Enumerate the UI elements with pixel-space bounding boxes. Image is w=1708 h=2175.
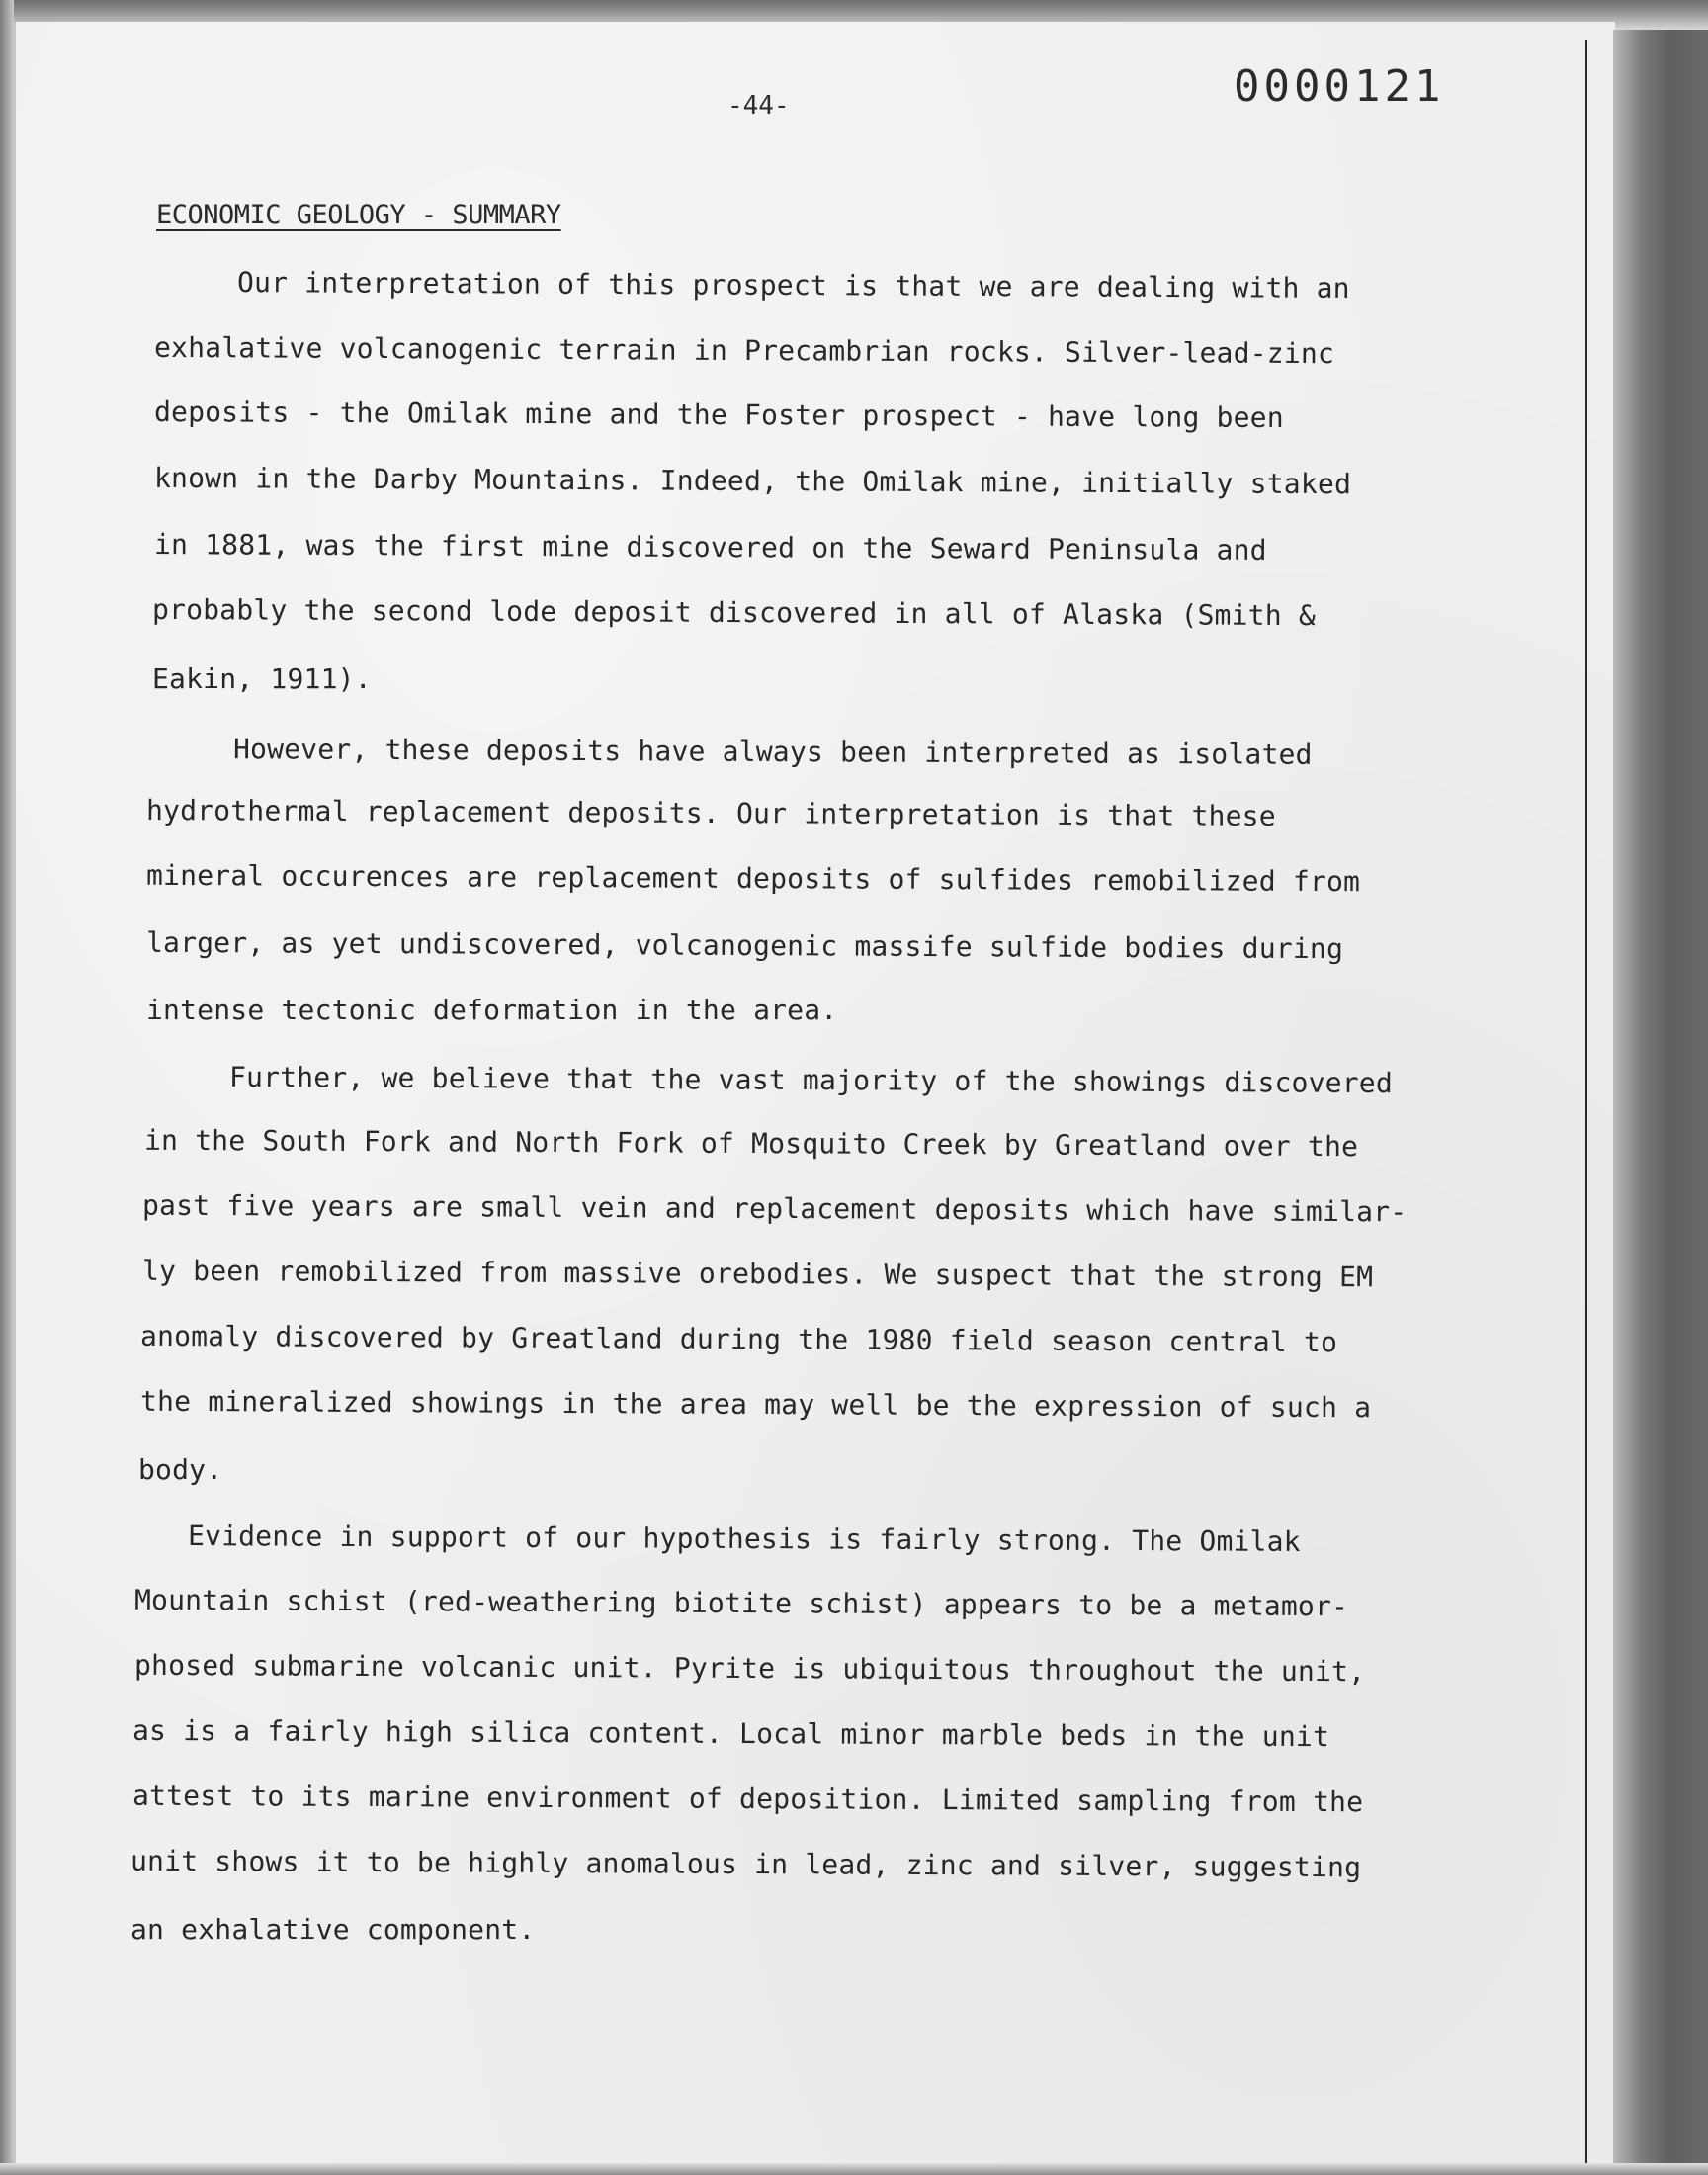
scan-bottom-edge bbox=[0, 2163, 1708, 2175]
text-line: body. bbox=[138, 1453, 223, 1486]
scan-right-shadow bbox=[1613, 30, 1708, 2175]
text-line: Mountain schist (red-weathering biotite schist) appears to be a metamor- bbox=[133, 1583, 1349, 1623]
text-line: past five years are small vein and replacement deposits which have similar- bbox=[141, 1188, 1408, 1229]
text-line: phosed submarine volcanic unit. Pyrite is ubiquitous throughout the unit, bbox=[133, 1648, 1366, 1689]
text-line: unit shows it to be highly anomalous in lead, zinc and silver, suggesting bbox=[129, 1844, 1362, 1884]
text-line: mineral occurences are replacement deposits of sulfides remobilized from bbox=[145, 858, 1361, 899]
text-line: probably the second lode deposit discovered in all of Alaska (Smith & bbox=[151, 592, 1317, 633]
text-line: larger, as yet undiscovered, volcanogenic massife sulfide bodies during bbox=[145, 925, 1344, 966]
text-line: However, these deposits have always been interpreted as isolated bbox=[232, 733, 1313, 771]
section-heading: ECONOMIC GEOLOGY - SUMMARY bbox=[156, 200, 561, 230]
page-number: -44- bbox=[727, 91, 790, 121]
text-line: the mineralized showings in the area may well be the expression of such a bbox=[139, 1384, 1372, 1425]
scan-left-edge bbox=[0, 0, 14, 2175]
text-line: Evidence in support of our hypothesis is fairly strong. The Omilak bbox=[187, 1520, 1301, 1558]
text-line: Further, we believe that the vast majority of the showings discovered bbox=[228, 1060, 1394, 1100]
text-line: in 1881, was the first mine discovered on the Seward Peninsula and bbox=[153, 528, 1267, 566]
text-line: intense tectonic deformation in the area. bbox=[146, 994, 838, 1026]
text-line: an exhalative component. bbox=[130, 1913, 536, 1946]
text-line: as is a fairly high silica content. Local minor marble beds in the unit bbox=[131, 1713, 1330, 1754]
text-line: in the South Fork and North Fork of Mosquito Creek by Greatland over the bbox=[143, 1123, 1359, 1164]
page-edge-line bbox=[1585, 40, 1587, 2165]
document-number: 0000121 bbox=[1234, 61, 1445, 112]
text-line: hydrothermal replacement deposits. Our interpretation is that these bbox=[145, 794, 1276, 832]
text-line: anomaly discovered by Greatland during the 1980 field season central to bbox=[139, 1319, 1338, 1359]
text-line: known in the Darby Mountains. Indeed, the Omilak mine, initially staked bbox=[153, 461, 1352, 501]
text-line: attest to its marine environment of deposition. Limited sampling from the bbox=[131, 1779, 1364, 1819]
text-line: deposits - the Omilak mine and the Foster prospect - have long been bbox=[153, 395, 1284, 434]
text-line: ly been remobilized from massive orebodies. We suspect that the strong EM bbox=[141, 1254, 1374, 1294]
text-line: exhalative volcanogenic terrain in Precambrian rocks. Silver-lead-zinc bbox=[153, 330, 1335, 371]
text-line: Eakin, 1911). bbox=[152, 662, 372, 695]
text-line: Our interpretation of this prospect is that we are dealing with an bbox=[236, 266, 1350, 304]
